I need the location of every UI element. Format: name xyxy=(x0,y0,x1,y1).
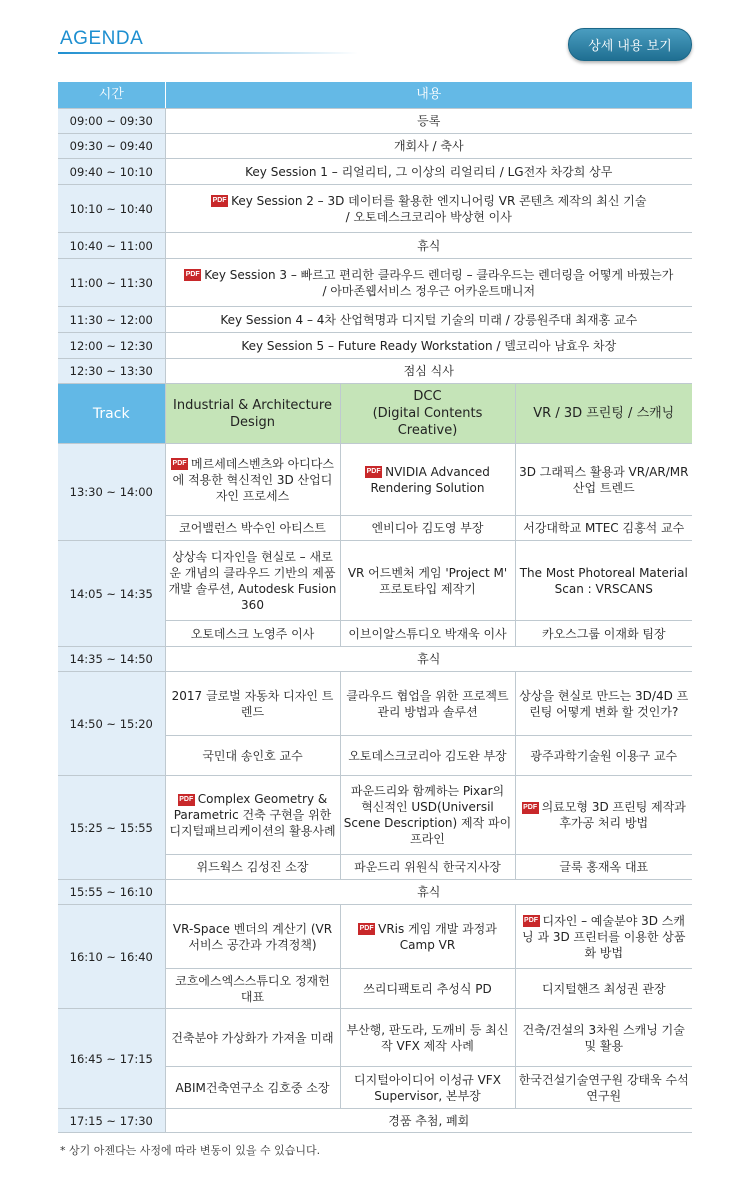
session-cell xyxy=(165,444,340,516)
table-row xyxy=(58,880,692,905)
table-row xyxy=(58,233,692,259)
footnote: * 상기 아젠다는 사정에 따라 변동이 있을 수 있습니다. xyxy=(60,1144,321,1157)
session-cell: 부산행, 판도라, 도깨비 등 최신작 VFX 제작 사례 xyxy=(340,1009,515,1067)
content-cell: 경품 추첨, 폐회 xyxy=(165,1109,692,1133)
session-cell: 건축/건설의 3차원 스캐닝 기술 및 활용 xyxy=(515,1009,692,1067)
speaker-cell: 쓰리디팩토리 추성식 PD xyxy=(340,969,515,1009)
speaker-cell: 광주과학기술원 이용구 교수 xyxy=(515,736,692,776)
content-cell: 휴식 xyxy=(165,647,692,672)
table-row xyxy=(58,1009,692,1067)
table-row xyxy=(58,1109,692,1133)
time-cell: 15:25 ~ 15:55 xyxy=(58,776,165,880)
table-row xyxy=(58,259,692,307)
table-row xyxy=(58,333,692,359)
pdf-icon[interactable]: PDF xyxy=(365,466,382,478)
content-cell: Key Session 5 – Future Ready Workstation / 델코리아 남효우 차장 xyxy=(165,333,692,359)
session-cell xyxy=(515,905,692,969)
speaker-cell: 서강대학교 MTEC 김홍석 교수 xyxy=(515,516,692,541)
view-details-button[interactable]: 상세 내용 보기 xyxy=(568,28,692,61)
session-cell: VR 어드벤처 게임 'Project M' 프로토타입 제작기 xyxy=(340,541,515,621)
time-cell: 17:15 ~ 17:30 xyxy=(58,1109,165,1133)
time-cell: 11:30 ~ 12:00 xyxy=(58,307,165,333)
session-cell: 파운드리와 함께하는 Pixar의 혁신적인 USD(Universil Scene Description) 제작 파이프라인 xyxy=(340,776,515,855)
table-row xyxy=(58,647,692,672)
time-cell: 09:00 ~ 09:30 xyxy=(58,109,165,134)
track-industrial: Industrial & Architecture Design xyxy=(165,384,340,444)
content-cell: Key Session 4 – 4차 산업혁명과 디지털 기술의 미래 / 강릉원주대 최재홍 교수 xyxy=(165,307,692,333)
session-speaker: / 오토데스크코리아 박상현 이사 xyxy=(345,209,512,224)
time-cell: 14:50 ~ 15:20 xyxy=(58,672,165,776)
table-row xyxy=(58,159,692,185)
content-cell xyxy=(165,259,692,307)
header-time: 시간 xyxy=(58,82,165,109)
pdf-icon[interactable]: PDF xyxy=(211,195,228,207)
content-cell: 휴식 xyxy=(165,880,692,905)
session-cell xyxy=(340,444,515,516)
session-title: 메르세데스벤츠와 아디다스 에 적용한 혁신적인 3D 산업디자인 프로세스 xyxy=(172,456,334,503)
content-cell: 휴식 xyxy=(165,233,692,259)
table-row xyxy=(58,672,692,736)
time-cell: 14:05 ~ 14:35 xyxy=(58,541,165,647)
speaker-cell: 디지털핸즈 최성권 관장 xyxy=(515,969,692,1009)
speaker-cell: ABIM건축연구소 김호중 소장 xyxy=(165,1067,340,1109)
session-cell xyxy=(340,905,515,969)
track-vr: VR / 3D 프린팅 / 스캐닝 xyxy=(515,384,692,444)
content-cell: 등록 xyxy=(165,109,692,134)
page-title: AGENDA xyxy=(60,28,144,49)
session-cell: 건축분야 가상화가 가져올 미래 xyxy=(165,1009,340,1067)
content-cell: Key Session 1 – 리얼리티, 그 이상의 리얼리티 / LG전자 차강희 상무 xyxy=(165,159,692,185)
session-cell: 3D 그래픽스 활용과 VR/AR/MR 산업 트렌드 xyxy=(515,444,692,516)
session-speaker: / 아마존웹서비스 정우근 어카운트매니저 xyxy=(322,283,536,298)
table-row xyxy=(58,109,692,134)
content-cell: 개회사 / 축사 xyxy=(165,134,692,159)
time-cell: 13:30 ~ 14:00 xyxy=(58,444,165,541)
speaker-cell: 파운드리 위원식 한국지사장 xyxy=(340,855,515,880)
session-title: Key Session 3 – 빠르고 편리한 클라우드 렌더링 – 클라우드는 렌더링을 어떻게 바꿨는가 xyxy=(204,267,674,282)
table-row xyxy=(58,307,692,333)
table-row xyxy=(58,444,692,516)
time-cell: 09:30 ~ 09:40 xyxy=(58,134,165,159)
table-row xyxy=(58,359,692,384)
title-underline xyxy=(58,52,358,54)
time-cell: 10:10 ~ 10:40 xyxy=(58,185,165,233)
speaker-cell: 이브이알스튜디오 박재욱 이사 xyxy=(340,621,515,647)
session-cell: 상상속 디자인을 현실로 – 새로운 개념의 클라우드 기반의 제품개발 솔루션, Autodesk Fusion 360 xyxy=(165,541,340,621)
time-cell: 16:45 ~ 17:15 xyxy=(58,1009,165,1109)
track-header-row xyxy=(58,384,692,444)
session-cell: 상상을 현실로 만드는 3D/4D 프린팅 어떻게 변화 할 것인가? xyxy=(515,672,692,736)
track-label: Track xyxy=(58,384,165,444)
speaker-cell: 글룩 홍재옥 대표 xyxy=(515,855,692,880)
session-cell xyxy=(165,776,340,855)
track-dcc: DCC (Digital Contents Creative) xyxy=(340,384,515,444)
time-cell: 09:40 ~ 10:10 xyxy=(58,159,165,185)
time-cell: 12:00 ~ 12:30 xyxy=(58,333,165,359)
content-cell: 점심 식사 xyxy=(165,359,692,384)
agenda-table xyxy=(58,82,692,1133)
session-title: NVIDIA Advanced Rendering Solution xyxy=(370,464,490,495)
speaker-cell: 한국건설기술연구원 강태욱 수석연구원 xyxy=(515,1067,692,1109)
speaker-cell: 국민대 송인호 교수 xyxy=(165,736,340,776)
table-row xyxy=(58,541,692,621)
time-cell: 14:35 ~ 14:50 xyxy=(58,647,165,672)
speaker-cell: 코어밸런스 박수인 아티스트 xyxy=(165,516,340,541)
session-cell: 2017 글로벌 자동차 디자인 트렌드 xyxy=(165,672,340,736)
time-cell: 16:10 ~ 16:40 xyxy=(58,905,165,1009)
table-row xyxy=(58,905,692,969)
session-title: VRis 게임 개발 과정과 Camp VR xyxy=(378,921,497,952)
header-content: 내용 xyxy=(165,82,692,109)
speaker-cell: 디지털아이디어 이성규 VFX Supervisor, 본부장 xyxy=(340,1067,515,1109)
speaker-cell: 엔비디아 김도영 부장 xyxy=(340,516,515,541)
session-cell xyxy=(515,776,692,855)
session-title: Complex Geometry & Parametric 건축 구현을 위한 디지털패브리케이션의 활용사례 xyxy=(169,792,336,838)
time-cell: 12:30 ~ 13:30 xyxy=(58,359,165,384)
table-row xyxy=(58,185,692,233)
speaker-cell: 코흐에스엑스스튜디오 정재헌 대표 xyxy=(165,969,340,1009)
session-cell: VR-Space 벤더의 계산기 (VR 서비스 공간과 가격정책) xyxy=(165,905,340,969)
session-cell: The Most Photoreal Material Scan : VRSCANS xyxy=(515,541,692,621)
session-title: Key Session 2 – 3D 데이터를 활용한 엔지니어링 VR 콘텐츠 제작의 최신 기술 xyxy=(231,193,647,208)
content-cell xyxy=(165,185,692,233)
pdf-icon[interactable]: PDF xyxy=(522,802,539,814)
speaker-cell: 오토데스크코리아 김도완 부장 xyxy=(340,736,515,776)
session-cell: 클라우드 협업을 위한 프로젝트 관리 방법과 솔루션 xyxy=(340,672,515,736)
pdf-icon[interactable]: PDF xyxy=(171,458,188,470)
speaker-cell: 오토데스크 노영주 이사 xyxy=(165,621,340,647)
pdf-icon[interactable]: PDF xyxy=(184,269,201,281)
pdf-icon[interactable]: PDF xyxy=(178,794,195,806)
session-title: 디자인 – 예술분야 3D 스캐닝 과 3D 프린터를 이용한 상품화 방법 xyxy=(522,913,686,960)
speaker-cell: 카오스그룹 이재화 팀장 xyxy=(515,621,692,647)
time-cell: 11:00 ~ 11:30 xyxy=(58,259,165,307)
pdf-icon[interactable]: PDF xyxy=(523,915,540,927)
table-row xyxy=(58,134,692,159)
pdf-icon[interactable]: PDF xyxy=(358,923,375,935)
table-row xyxy=(58,776,692,855)
time-cell: 15:55 ~ 16:10 xyxy=(58,880,165,905)
speaker-cell: 위드웍스 김성진 소장 xyxy=(165,855,340,880)
time-cell: 10:40 ~ 11:00 xyxy=(58,233,165,259)
session-title: 의료모형 3D 프린팅 제작과 후가공 처리 방법 xyxy=(541,800,686,830)
